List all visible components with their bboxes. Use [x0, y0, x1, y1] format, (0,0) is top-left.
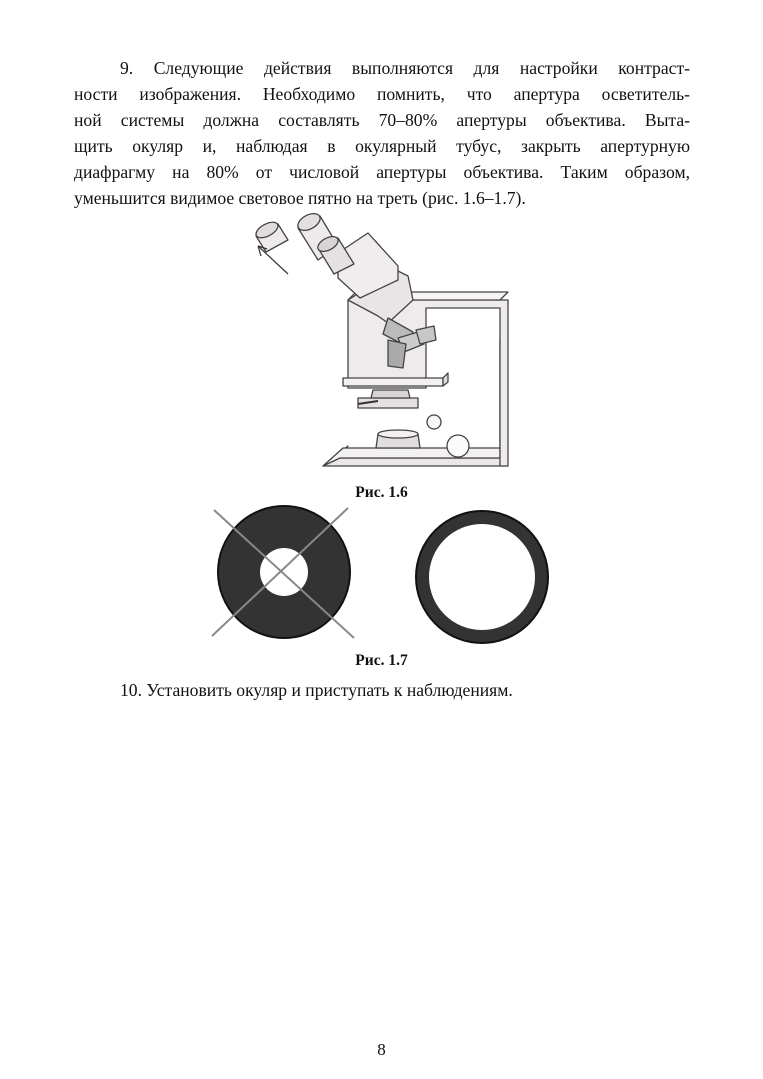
microscope-illustration [238, 208, 528, 476]
figure-1-7-caption: Рис. 1.7 [355, 652, 408, 669]
paragraph-10: 10. Установить окуляр и приступать к наблюдениям. [120, 680, 513, 700]
aperture-spot-illustration [196, 502, 556, 652]
paragraph-9-line-1: 9. Следующие действия выполняются для настройки контраст- [120, 58, 690, 78]
arrow-icon [258, 246, 288, 274]
paragraph-9-line-5: диафрагму на 80% от числовой апертуры объектива. Таким образом, [74, 162, 690, 182]
figure-1-6-caption: Рис. 1.6 [355, 484, 408, 501]
paragraph-9-line-6: уменьшится видимое световое пятно на треть (рис. 1.6–1.7). [74, 188, 526, 208]
full-spot [416, 511, 548, 643]
page-number: 8 [377, 1040, 386, 1059]
paragraph-9-line-4: щить окуляр и, наблюдая в окулярный тубус, закрыть апертурную [74, 136, 690, 156]
reduced-spot-crossed [212, 506, 354, 638]
paragraph-9 [74, 55, 690, 211]
paragraph-9-line-3: ной системы должна составлять 70–80% апертуры объектива. Выта- [74, 110, 690, 130]
paragraph-9-line-2: ности изображения. Необходимо помнить, что апертура осветитель- [74, 84, 690, 104]
